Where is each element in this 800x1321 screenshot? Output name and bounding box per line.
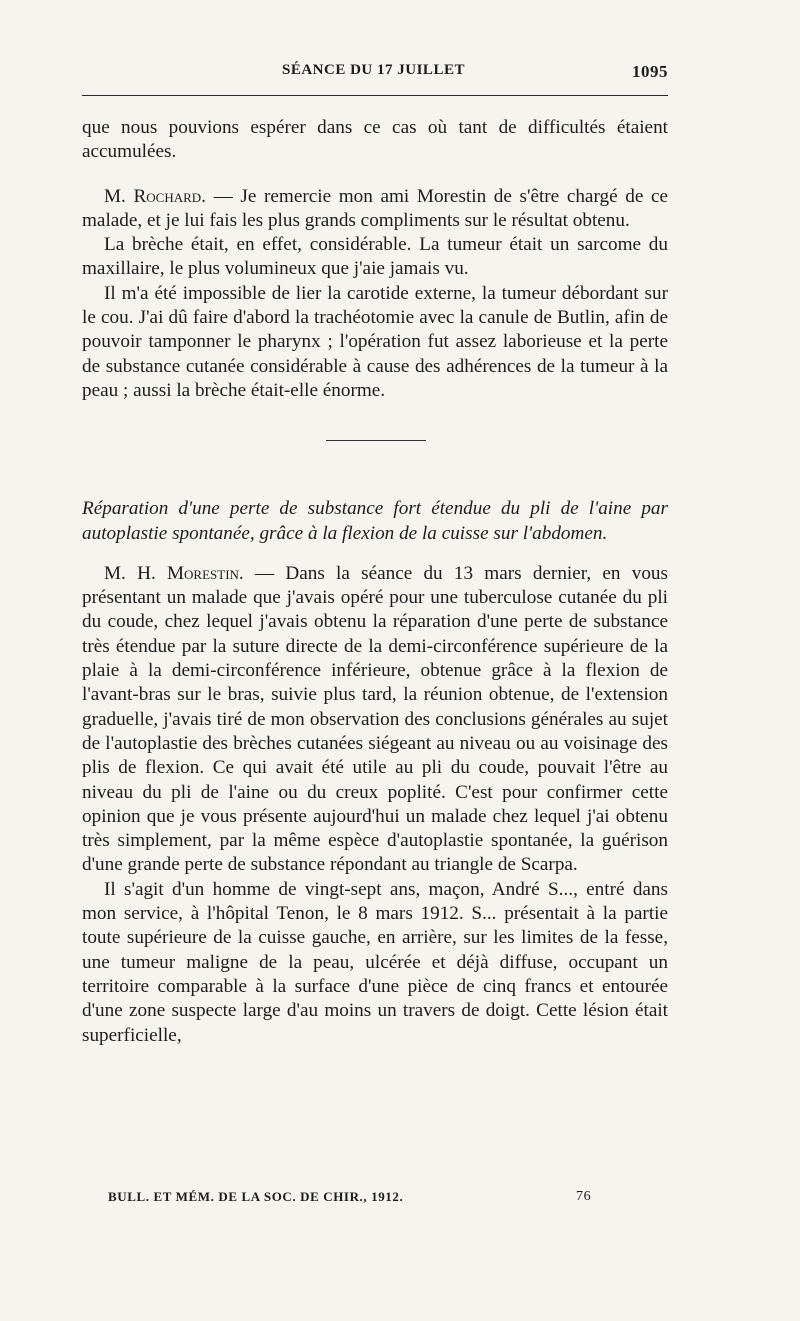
morestin-paragraph-2: Il s'agit d'un homme de vingt-sept ans, maçon, André S..., entré dans mon service, à l'hôpital Tenon, le 8 mars 1912. S... présentait à la partie toute supérieure de la cuisse gauche, en arrière, sur les limites de la fesse, une tumeur maligne de la peau, ulcérée et déjà diffuse, occupant un territoire comparable à la surface d'une pièce de cinq francs et entourée d'une zone suspecte large d'au moins un travers de doigt. Cette lésion était superficielle, <box>82 878 668 1046</box>
morestin-text-1: — Dans la séance du 13 mars dernier, en vous présentant un malade que j'avais opéré pour une tuberculose cutanée du pli du coude, chez lequel j'avais obtenu la réparation d'une perte de substance très étendue par la suture directe de la demi-circonférence supérieure de la plaie à la demi-circonférence inférieure, obtenue grâce à la flexion de l'avant-bras sur le bras, suivie plus tard, la réunion obtenue, de l'extension graduelle, j'avais tiré de mon observation des conclusions générales au sujet de l'autoplastie des brèches cutanées siégeant au niveau ou au voisinage des plis de flexion. Ce qui avait été utile au pli du coude, pouvait l'être au niveau du pli de l'aine ou du creux poplité. C'est pour confirmer cette opinion que je vous présente aujourd'hui un malade chez lequel j'ai obtenu très simplement, par la même espèce d'autoplastie spontanée, la guérison d'une grande perte de substance répondant au triangle de Scarpa. <box>82 562 668 876</box>
continuation-paragraph: que nous pouvions espérer dans ce cas où tant de difficultés étaient accumulées. <box>82 117 668 163</box>
running-title: SÉANCE DU 17 JUILLET <box>282 62 465 78</box>
section-separator <box>326 440 426 441</box>
rochard-paragraph-2: La brèche était, en effet, considérable. La tumeur était un sarcome du maxillaire, le plus volumineux que j'aie jamais vu. <box>82 234 668 280</box>
footer-signature: 76 <box>576 1189 592 1204</box>
running-header <box>82 62 668 84</box>
page-number: 1095 <box>632 62 668 81</box>
page-footer <box>108 1189 668 1205</box>
rochard-paragraph-3: Il m'a été impossible de lier la carotide externe, la tumeur débordant sur le cou. J'ai dû faire d'abord la trachéotomie avec la canule de Butlin, afin de pouvoir tamponner le pharynx ; l'opération fut assez laborieuse et la perte de substance cutanée considérable à cause des adhérences de la tumeur à la peau ; aussi la brèche était-elle énorme. <box>82 282 668 401</box>
footer-journal: BULL. ET MÉM. DE LA SOC. DE CHIR., 1912. <box>108 1189 404 1204</box>
speaker-morestin: M. H. Morestin. <box>104 562 244 584</box>
rochard-paragraph-1 <box>82 185 668 234</box>
rochard-text-1: — Je remercie mon ami Morestin de s'être chargé de ce malade, et je lui fais les plus grands compliments sur le résultat obtenu. <box>82 185 668 231</box>
header-rule <box>82 95 668 96</box>
body-text <box>82 116 668 1048</box>
speaker-rochard: M. Rochard. <box>104 185 206 207</box>
article-title: Réparation d'une perte de substance fort étendue du pli de l'aine par autoplastie spontanée, grâce à la flexion de la cuisse sur l'abdomen. <box>82 498 668 544</box>
morestin-paragraph-1 <box>82 562 668 878</box>
